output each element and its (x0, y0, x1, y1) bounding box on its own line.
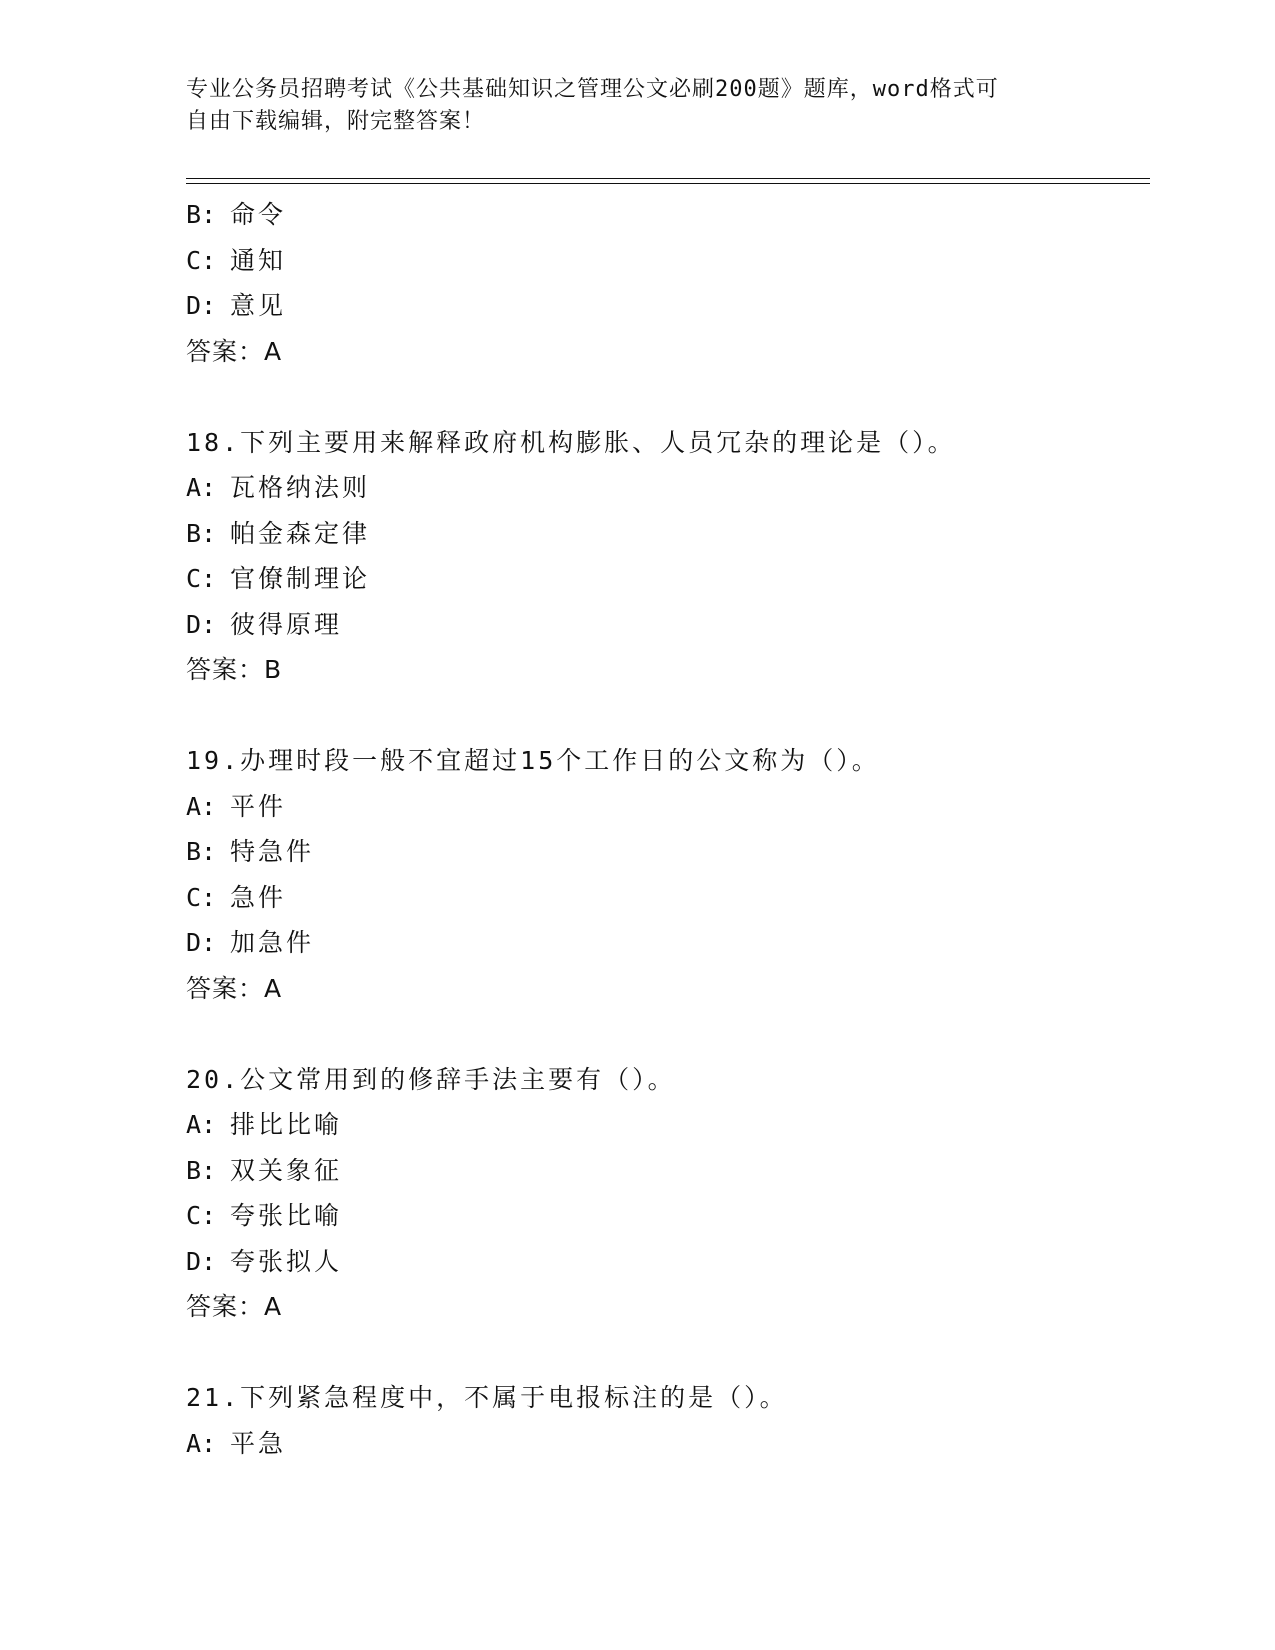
spacer (186, 374, 1150, 420)
option-label: B: (186, 837, 217, 866)
answer: 答案：A (186, 1292, 283, 1321)
option-text: 平件 (230, 791, 287, 821)
option-label: B: (186, 200, 217, 229)
option-text: 通知 (230, 245, 287, 275)
option-label: C: (186, 1201, 217, 1230)
option-label: A: (186, 1428, 217, 1458)
option-text: 瓦格纳法则 (230, 473, 371, 502)
question-20 (186, 1057, 1150, 1330)
question-19 (186, 738, 1150, 1011)
option-label: C: (186, 882, 217, 912)
option-a (186, 784, 1150, 830)
option-text: 意见 (230, 291, 287, 320)
question-17-continued (186, 192, 1150, 374)
option-text: 命令 (230, 200, 287, 229)
spacer (186, 1011, 1150, 1057)
option-text: 夸张拟人 (230, 1246, 343, 1276)
header-divider-top (186, 178, 1150, 179)
option-text: 排比比喻 (230, 1110, 343, 1139)
header-line-1: 专业公务员招聘考试《公共基础知识之管理公文必刷200题》题库，word格式可 (186, 77, 999, 102)
option-text: 官僚制理论 (230, 564, 371, 593)
header-divider-bottom (186, 183, 1150, 184)
answer: 答案：A (186, 336, 283, 366)
option-label: D: (186, 291, 217, 320)
header-line-2: 自由下载编辑，附完整答案！ (186, 109, 486, 134)
answer: 答案：A (186, 973, 283, 1003)
question-list (186, 192, 1150, 1466)
question-stem: 18.下列主要用来解释政府机构膨胀、人员冗杂的理论是（）。 (186, 427, 956, 457)
option-text: 帕金森定律 (230, 518, 371, 548)
option-label: D: (186, 928, 217, 957)
option-label: B: (186, 518, 217, 548)
option-label: B: (186, 1155, 217, 1185)
option-text: 双关象征 (230, 1155, 343, 1185)
option-label: D: (186, 609, 217, 639)
question-stem: 19.办理时段一般不宜超过15个工作日的公文称为（）。 (186, 746, 880, 775)
option-a (186, 1421, 1150, 1467)
option-label: A: (186, 791, 217, 821)
answer: 答案：B (186, 655, 283, 684)
option-label: D: (186, 1246, 217, 1276)
option-label: A: (186, 473, 217, 502)
option-text: 加急件 (230, 928, 315, 957)
option-c (186, 1193, 1150, 1239)
option-text: 急件 (230, 882, 287, 912)
option-d (186, 602, 1150, 648)
spacer (186, 693, 1150, 739)
option-d (186, 283, 1150, 329)
spacer (186, 1330, 1150, 1376)
option-b (186, 1148, 1150, 1194)
option-text: 夸张比喻 (230, 1201, 343, 1230)
option-label: C: (186, 245, 217, 275)
option-c (186, 875, 1150, 921)
option-c (186, 238, 1150, 284)
option-a (186, 465, 1150, 511)
option-label: A: (186, 1110, 217, 1139)
question-stem: 21.下列紧急程度中，不属于电报标注的是（）。 (186, 1383, 788, 1412)
option-a (186, 1102, 1150, 1148)
option-b (186, 829, 1150, 875)
question-stem: 20.公文常用到的修辞手法主要有（）。 (186, 1064, 676, 1094)
question-18 (186, 420, 1150, 693)
option-text: 特急件 (230, 837, 315, 866)
option-text: 平急 (230, 1428, 287, 1458)
option-c (186, 556, 1150, 602)
option-d (186, 920, 1150, 966)
option-b (186, 511, 1150, 557)
question-21 (186, 1375, 1150, 1466)
document-header (186, 74, 1066, 138)
option-text: 彼得原理 (230, 609, 343, 639)
option-d (186, 1239, 1150, 1285)
option-b (186, 192, 1150, 238)
option-label: C: (186, 564, 217, 593)
